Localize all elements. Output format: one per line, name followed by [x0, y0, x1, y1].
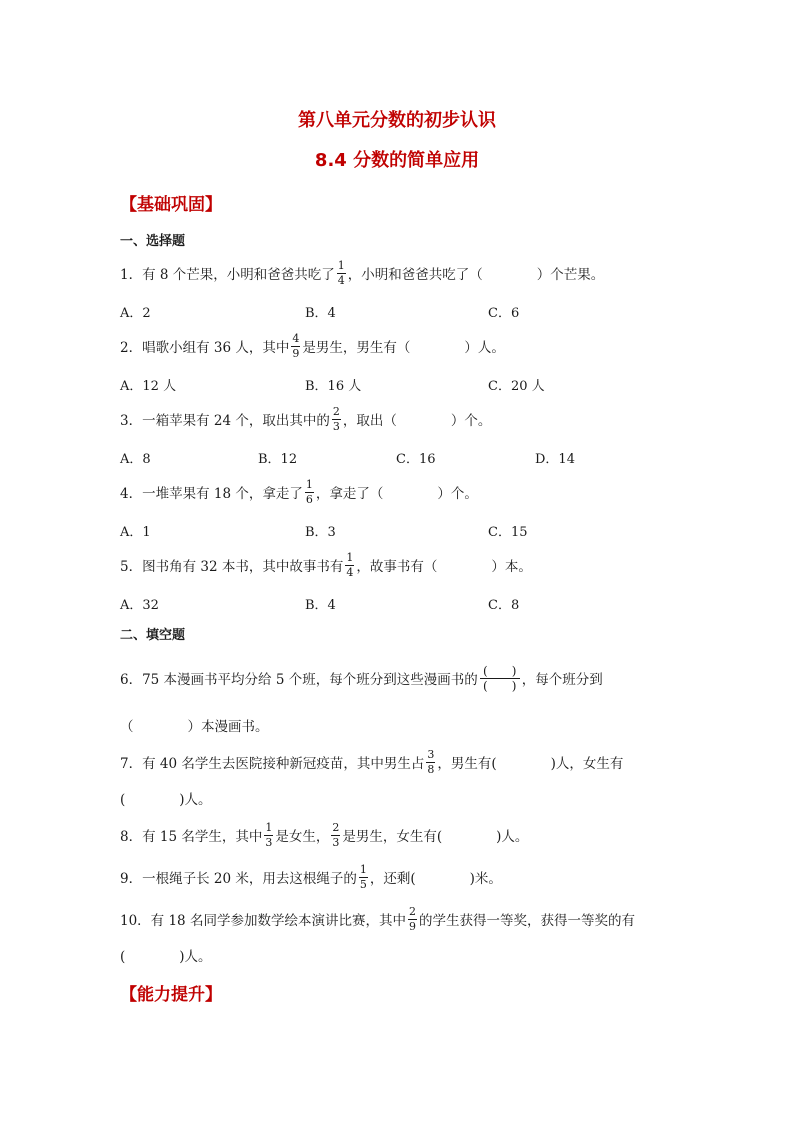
fraction-blank: $\frac{( )}{( )}$	[480, 665, 520, 692]
option-a: A．1	[120, 525, 151, 540]
option-c: C．15	[488, 525, 528, 540]
fraction: $\frac{4}{9}$	[292, 331, 300, 360]
question-4-options	[120, 521, 680, 541]
option-b: B．4	[305, 598, 336, 613]
question-6: 6．75 本漫画书平均分给 5 个班，每个班分到这些漫画书的 $\frac{( )}{( )}$ ，每个班分到	[120, 663, 603, 693]
question-4: 4．一堆苹果有 18 个，拿走了 $\frac{1}{6}$ ，拿走了（ ）个。	[120, 477, 478, 506]
question-5-options	[120, 594, 680, 614]
option-b: B．12	[258, 452, 298, 467]
question-1-options	[120, 302, 680, 322]
question-3-options	[120, 448, 680, 468]
option-b: B．4	[305, 306, 336, 321]
question-10: 10．有 18 名同学参加数学绘本演讲比赛，其中 $\frac{2}{9}$ 的学生获得一等奖，获得一等奖的有	[120, 904, 635, 933]
fraction: $\frac{1}{6}$	[305, 477, 313, 506]
option-b: B．16 人	[305, 379, 362, 394]
option-a: A．2	[120, 306, 151, 321]
section-advanced: 【能力提升】	[120, 985, 222, 1005]
part-choice-heading: 一、选择题	[120, 234, 186, 249]
question-2-options	[120, 375, 680, 395]
fraction: $\frac{1}{4}$	[337, 258, 345, 287]
fraction: $\frac{1}{3}$	[265, 820, 273, 849]
option-d: D．14	[535, 452, 575, 467]
fraction: $\frac{1}{5}$	[359, 862, 367, 891]
question-9: 9．一根绳子长 20 米，用去这根绳子的 $\frac{1}{5}$ ，还剩( )米。	[120, 862, 502, 891]
fraction: $\frac{2}{3}$	[332, 404, 340, 433]
question-7-line2: ( )人。	[120, 792, 212, 808]
option-a: A．8	[120, 452, 151, 467]
question-5: 5．图书角有 32 本书，其中故事书有 $\frac{1}{4}$ ，故事书有（ ）本。	[120, 550, 532, 579]
part-fill-heading: 二、填空题	[120, 628, 186, 643]
question-7: 7．有 40 名学生去医院接种新冠疫苗，其中男生占 $\frac{3}{8}$ ，男生有( )人，女生有	[120, 747, 624, 776]
option-b: B．3	[305, 525, 336, 540]
option-a: A．32	[120, 598, 159, 613]
fraction: $\frac{1}{4}$	[346, 550, 354, 579]
option-c: C．6	[488, 306, 520, 321]
section-basic: 【基础巩固】	[120, 195, 222, 215]
question-8: 8．有 15 名学生，其中 $\frac{1}{3}$ 是女生， $\frac{2}{3}$ 是男生，女生有( )人。	[120, 820, 529, 849]
option-c: C．8	[488, 598, 520, 613]
fraction: $\frac{3}{8}$	[427, 747, 435, 776]
option-a: A．12 人	[120, 379, 177, 394]
option-c: C．16	[396, 452, 436, 467]
question-1: 1．有 8 个芒果，小明和爸爸共吃了 $\frac{1}{4}$ ，小明和爸爸共吃了（ ）个芒果。	[120, 258, 605, 287]
fraction: $\frac{2}{3}$	[332, 820, 340, 849]
option-c: C．20 人	[488, 379, 545, 394]
question-2: 2．唱歌小组有 36 人，其中 $\frac{4}{9}$ 是男生，男生有（ ）人。	[120, 331, 505, 360]
page-subtitle: 8.4 分数的简单应用	[314, 150, 480, 171]
page-title: 第八单元分数的初步认识	[298, 110, 496, 131]
question-6-line2: （ ）本漫画书。	[120, 719, 269, 735]
question-3: 3．一箱苹果有 24 个，取出其中的 $\frac{2}{3}$ ，取出（ ）个。	[120, 404, 492, 433]
fraction: $\frac{2}{9}$	[408, 904, 416, 933]
question-10-line2: ( )人。	[120, 949, 212, 965]
